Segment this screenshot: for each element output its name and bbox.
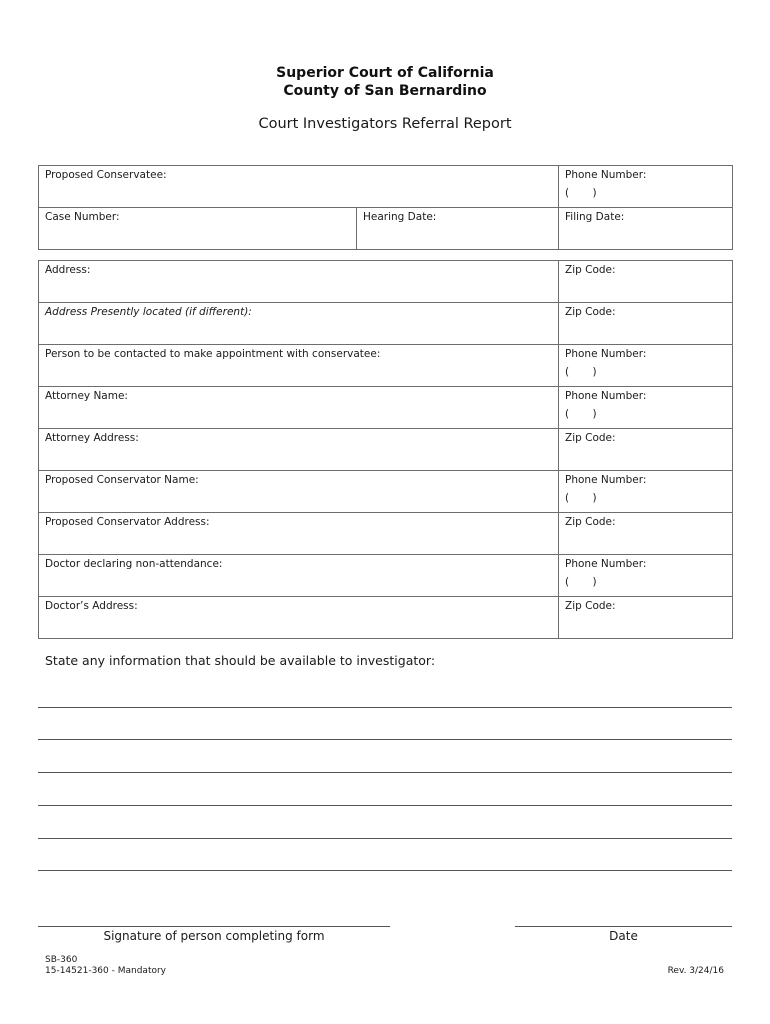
form-number: 15-14521-360 - Mandatory <box>45 966 166 976</box>
row-left-label: Attorney Name: <box>45 390 128 402</box>
row-right-field[interactable] <box>559 471 733 513</box>
info-line-3[interactable] <box>38 772 732 773</box>
info-line-4[interactable] <box>38 805 732 806</box>
row-left-label: Address: <box>45 264 91 276</box>
phone-parens: ( ) <box>565 408 597 420</box>
row-right-label: Zip Code: <box>565 432 616 444</box>
row-left-label: Doctor declaring non-attendance: <box>45 558 223 570</box>
row-left-label: Address Presently located (if different): <box>45 306 252 318</box>
form-id: SB-360 <box>45 955 78 965</box>
filing-date-field[interactable] <box>559 208 733 250</box>
proposed-conservatee-field[interactable] <box>39 166 559 208</box>
form-row <box>39 597 733 639</box>
court-name: Superior Court of California <box>276 65 494 81</box>
row-right-label: Phone Number: <box>565 474 647 486</box>
form-row <box>39 555 733 597</box>
row-right-label: Zip Code: <box>565 264 616 276</box>
phone-parens: ( ) <box>565 492 597 504</box>
row-right-label: Phone Number: <box>565 390 647 402</box>
row-right-field[interactable] <box>559 513 733 555</box>
form-row <box>39 303 733 345</box>
revision-date: Rev. 3/24/16 <box>667 966 724 976</box>
case-number-label: Case Number: <box>45 211 120 223</box>
row-right-field[interactable] <box>559 387 733 429</box>
info-prompt: State any information that should be available to investigator: <box>45 653 436 668</box>
row-left-label: Proposed Conservator Name: <box>45 474 199 486</box>
signature-label: Signature of person completing form <box>103 929 325 943</box>
row-right-field[interactable] <box>559 261 733 303</box>
row-left-label: Doctor’s Address: <box>45 600 138 612</box>
hearing-date-field[interactable] <box>357 208 559 250</box>
row-left-field[interactable] <box>39 261 559 303</box>
case-info-table <box>38 165 733 250</box>
conservatee-phone-field[interactable] <box>559 166 733 208</box>
row-left-label: Proposed Conservator Address: <box>45 516 210 528</box>
form-title: Court Investigators Referral Report <box>258 116 512 132</box>
filing-date-label: Filing Date: <box>565 211 625 223</box>
row-left-field[interactable] <box>39 345 559 387</box>
row-left-field[interactable] <box>39 471 559 513</box>
row-right-field[interactable] <box>559 345 733 387</box>
phone-number-label: Phone Number: <box>565 169 647 181</box>
info-line-2[interactable] <box>38 739 732 740</box>
form-row <box>39 471 733 513</box>
form-row <box>39 387 733 429</box>
row-left-field[interactable] <box>39 429 559 471</box>
county-name: County of San Bernardino <box>283 83 487 99</box>
phone-parens: ( ) <box>565 187 597 199</box>
row-right-field[interactable] <box>559 555 733 597</box>
row-right-label: Phone Number: <box>565 558 647 570</box>
date-line[interactable] <box>515 926 732 927</box>
info-line-5[interactable] <box>38 838 732 839</box>
form-row <box>39 429 733 471</box>
form-row <box>39 261 733 303</box>
row-left-label: Person to be contacted to make appointment with conservatee: <box>45 348 381 360</box>
row-right-label: Phone Number: <box>565 348 647 360</box>
row-right-label: Zip Code: <box>565 516 616 528</box>
row-right-field[interactable] <box>559 429 733 471</box>
info-line-1[interactable] <box>38 707 732 708</box>
phone-parens: ( ) <box>565 576 597 588</box>
row-left-field[interactable] <box>39 555 559 597</box>
form-row <box>39 513 733 555</box>
form-row <box>39 345 733 387</box>
row-left-field[interactable] <box>39 387 559 429</box>
proposed-conservatee-label: Proposed Conservatee: <box>45 169 167 181</box>
phone-parens: ( ) <box>565 366 597 378</box>
row-left-field[interactable] <box>39 303 559 345</box>
row-left-field[interactable] <box>39 597 559 639</box>
case-number-field[interactable] <box>39 208 357 250</box>
contact-info-table <box>38 260 733 639</box>
row-right-label: Zip Code: <box>565 306 616 318</box>
row-right-field[interactable] <box>559 303 733 345</box>
row-right-field[interactable] <box>559 597 733 639</box>
row-right-label: Zip Code: <box>565 600 616 612</box>
signature-line[interactable] <box>38 926 390 927</box>
date-label: Date <box>609 929 638 943</box>
hearing-date-label: Hearing Date: <box>363 211 437 223</box>
row-left-field[interactable] <box>39 513 559 555</box>
row-left-label: Attorney Address: <box>45 432 139 444</box>
info-line-6[interactable] <box>38 870 732 871</box>
